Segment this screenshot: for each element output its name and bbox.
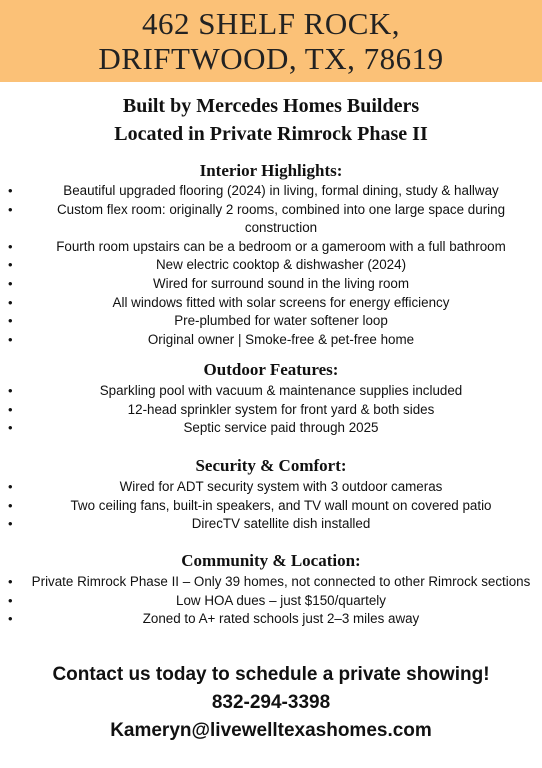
bullet-icon: • [8, 275, 13, 291]
bullet-icon: • [8, 257, 13, 273]
list-item: • Zoned to A+ rated schools just 2–3 miles away [0, 610, 542, 629]
bullet-icon: • [8, 401, 13, 417]
list-item: • Original owner | Smoke-free & pet-free home [0, 331, 542, 350]
outdoor-list [0, 382, 542, 438]
bullet-icon: • [8, 294, 13, 310]
bullet-icon: • [8, 313, 13, 329]
list-item: • Pre-plumbed for water softener loop [0, 312, 542, 331]
bullet-icon: • [8, 611, 13, 627]
bullet-icon: • [8, 331, 13, 347]
address-banner [0, 0, 542, 82]
list-item: • New electric cooktop & dishwasher (2024) [0, 256, 542, 275]
bullet-icon: • [8, 238, 13, 254]
list-item: • Low HOA dues – just $150/quartely [0, 592, 542, 611]
list-item: • Beautiful upgraded flooring (2024) in living, formal dining, study & hallway [0, 182, 542, 201]
address-line-2: DRIFTWOOD, TX, 78619 [98, 41, 444, 76]
bullet-icon: • [8, 183, 13, 198]
contact-phone[interactable]: 832-294-3398 [211, 692, 331, 713]
list-item: • All windows fitted with solar screens for energy efficiency [0, 294, 542, 313]
bullet-icon: • [8, 574, 13, 589]
list-item: • Wired for ADT security system with 3 outdoor cameras [0, 478, 542, 497]
bullet-icon: • [8, 497, 13, 513]
community-list [0, 573, 542, 629]
list-item: • Wired for surround sound in the living room [0, 275, 542, 294]
contact-cta: Contact us today to schedule a private showing! [52, 664, 490, 685]
list-item: • Fourth room upstairs can be a bedroom or a gameroom with a full bathroom [0, 238, 542, 257]
address-line-1: 462 SHELF ROCK, [141, 6, 401, 41]
bullet-icon: • [8, 420, 13, 436]
bullet-icon: • [8, 201, 13, 217]
list-item: • Custom flex room: originally 2 rooms, combined into one large space during construction [8, 201, 506, 236]
interior-list [0, 182, 542, 349]
bullet-icon: • [8, 592, 13, 608]
list-item: • 12-head sprinkler system for front yard & both sides [0, 401, 542, 420]
section-heading-security: Security & Comfort: [195, 456, 347, 475]
bullet-icon: • [8, 479, 13, 494]
bullet-icon: • [8, 383, 13, 398]
list-item: • Septic service paid through 2025 [0, 419, 542, 438]
security-list [0, 478, 542, 534]
section-heading-community: Community & Location: [181, 551, 361, 570]
list-item: • DirecTV satellite dish installed [0, 515, 542, 534]
section-heading-outdoor: Outdoor Features: [203, 360, 339, 379]
builder-line: Built by Mercedes Homes Builders [122, 95, 420, 117]
location-line: Located in Private Rimrock Phase II [114, 123, 428, 145]
section-heading-interior: Interior Highlights: [199, 161, 343, 180]
list-item: • Sparkling pool with vacuum & maintenance supplies included [0, 382, 542, 401]
contact-email[interactable]: Kameryn@livewelltexashomes.com [110, 720, 432, 741]
list-item: • Private Rimrock Phase II – Only 39 homes, not connected to other Rimrock sections [0, 573, 542, 592]
bullet-icon: • [8, 516, 13, 532]
list-item: • Two ceiling fans, built-in speakers, and TV wall mount on covered patio [0, 497, 542, 516]
